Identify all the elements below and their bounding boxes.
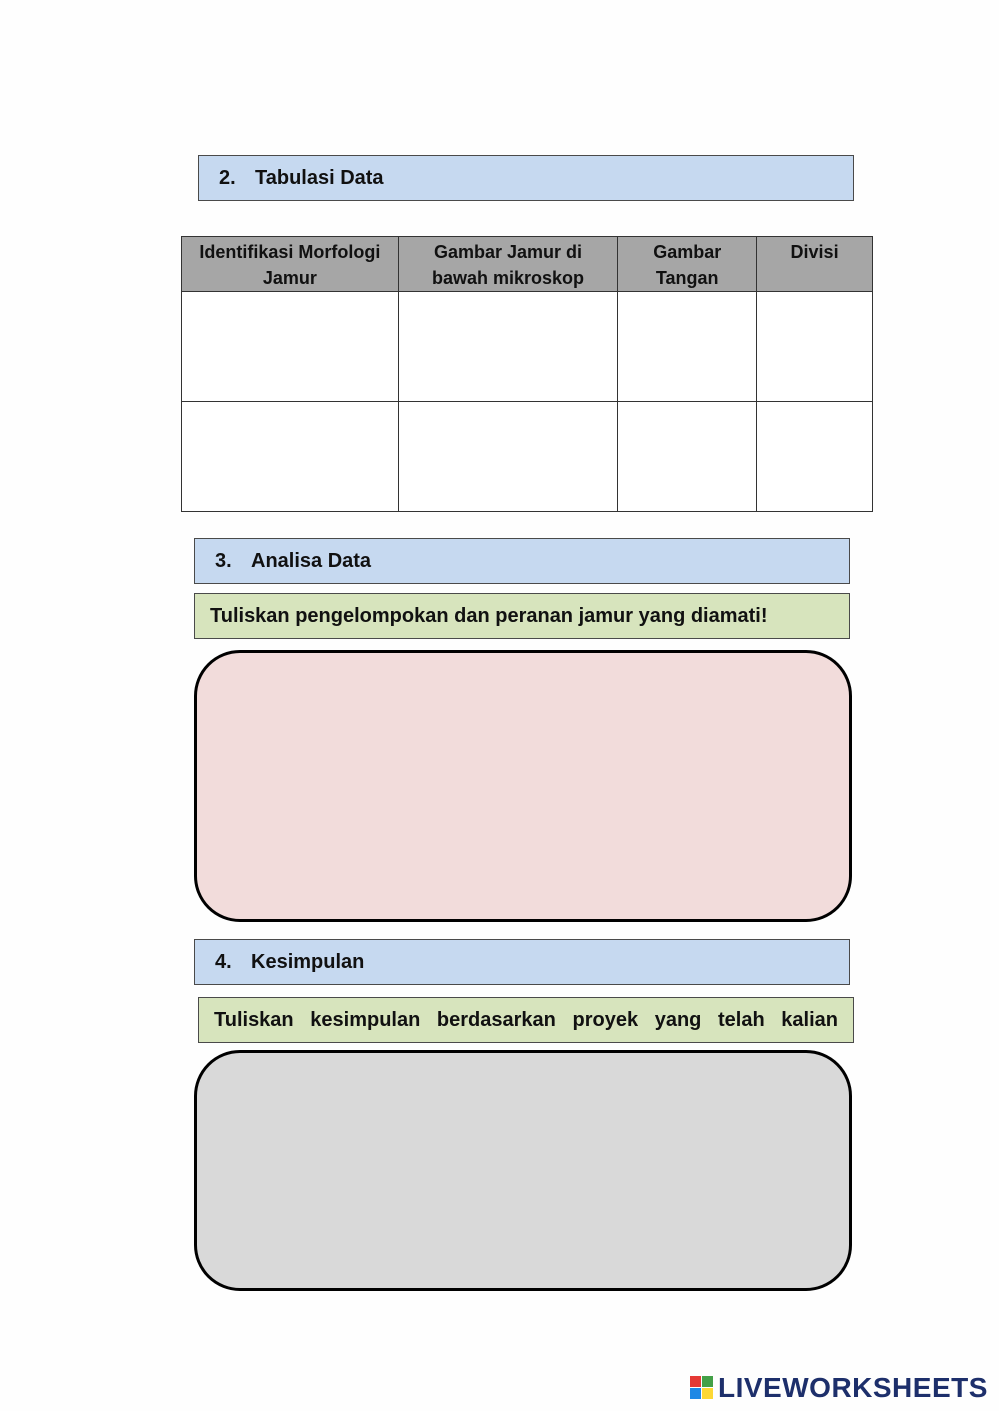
analysis-answer-box[interactable] (194, 650, 852, 922)
section-heading-analisa (194, 538, 850, 584)
table-cell-input[interactable] (398, 292, 618, 402)
table-row (182, 402, 873, 512)
section-heading-kesimpulan (194, 939, 850, 985)
header-gambar-tangan: Gambar Tangan (618, 237, 757, 292)
header-gambar-mikroskop: Gambar Jamur di bawah mikroskop (398, 237, 618, 292)
table-header-row (182, 237, 873, 292)
prompt-word: telah (718, 1008, 765, 1031)
section-number: 4. (215, 950, 232, 973)
table-cell-input[interactable] (618, 402, 757, 512)
liveworksheets-logo-icon (690, 1376, 714, 1400)
prompt-word: proyek (572, 1008, 639, 1031)
table-row (182, 292, 873, 402)
data-table (181, 236, 873, 512)
prompt-word: berdasarkan (436, 1008, 556, 1031)
table-cell-input[interactable] (618, 292, 757, 402)
section-title: Analisa Data (251, 549, 372, 572)
table-cell-input[interactable] (757, 292, 873, 402)
brand-name: LIVEWORKSHEETS (718, 1372, 988, 1403)
section-number: 3. (215, 549, 232, 572)
header-identifikasi: Identifikasi Morfologi Jamur (182, 237, 399, 292)
prompt-word: yang (654, 1008, 702, 1031)
header-divisi: Divisi (757, 237, 873, 292)
conclusion-prompt (198, 997, 854, 1043)
analysis-prompt: Tuliskan pengelompokan dan peranan jamur yang diamati! (194, 593, 850, 639)
section-title: Kesimpulan (251, 950, 365, 973)
table-cell-input[interactable] (757, 402, 873, 512)
section-title: Tabulasi Data (255, 166, 384, 189)
table-cell-input[interactable] (398, 402, 618, 512)
table-cell-input[interactable] (182, 402, 399, 512)
section-number: 2. (219, 166, 236, 189)
table-cell-input[interactable] (182, 292, 399, 402)
prompt-word: Tuliskan (214, 1008, 294, 1031)
conclusion-answer-box[interactable] (194, 1050, 852, 1291)
prompt-word: kesimpulan (310, 1008, 421, 1031)
liveworksheets-brand (690, 1372, 988, 1404)
section-heading-tabulasi (198, 155, 854, 201)
prompt-word: kalian (781, 1008, 838, 1031)
